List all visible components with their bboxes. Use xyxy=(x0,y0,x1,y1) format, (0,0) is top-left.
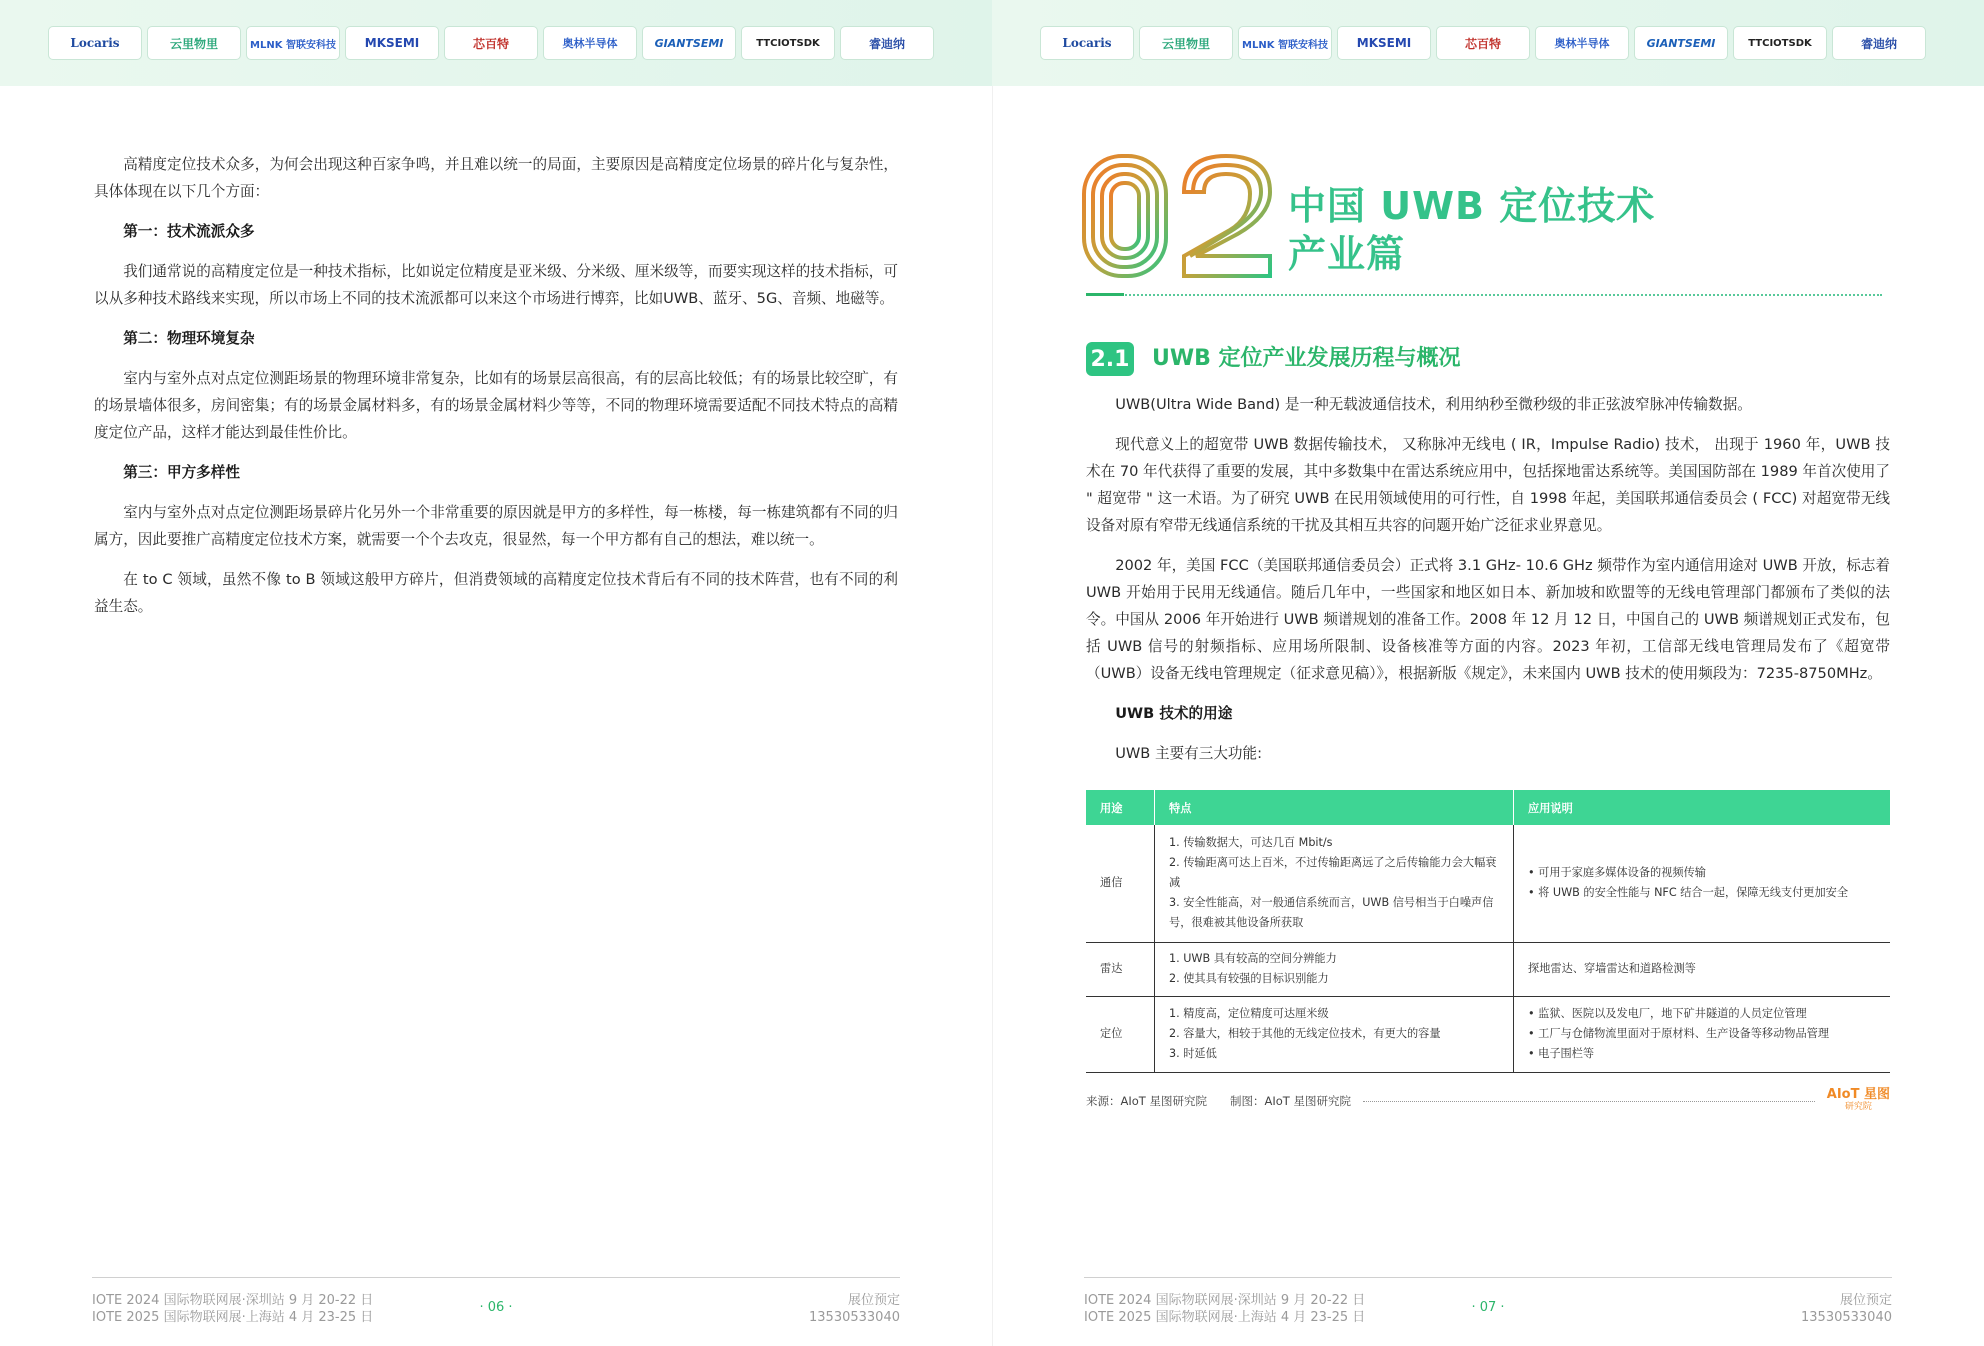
source-dotted-line xyxy=(1363,1101,1815,1102)
uwb-history-paragraph: 现代意义上的超宽带 UWB 数据传输技术， 又称脉冲无线电 ( IR，Impulse Radio) 技术， 出现于 1960 年，UWB 技术在 70 年代获得了重要的发展，其中多数集中在雷达系统应用中，包括探地雷达系统等。美国国防部在 1989 年首次使用了 " 超宽带 " 这一术语。为了研究 UWB 在民用领域使用的可行性，自 1998 年起，美国联邦通信委员会 ( FCC) 对超宽带无线设备对原有窄带无线通信系统的干扰及其相互共容的问题开始广泛征求业界意见。 xyxy=(1086,436,1890,534)
col-header-use: 用途 xyxy=(1086,790,1155,825)
aiot-brand-logo xyxy=(1827,1088,1890,1114)
sponsor-logo-bar-right xyxy=(992,0,1984,86)
uwb-functions-table xyxy=(1086,790,1890,1073)
paragraph-toc: 在 to C 领域，虽然不像 to B 领域这般甲方碎片，但消费领域的高精度定位技术背后有不同的技术阵营，也有不同的利益生态。 xyxy=(94,571,898,615)
section-title: UWB 定位产业发展历程与概况 xyxy=(1152,346,1461,371)
cell-features xyxy=(1155,942,1514,996)
feature-item: 1. 精度高，定位精度可达厘米级 xyxy=(1169,1007,1329,1020)
cell-use: 雷达 xyxy=(1086,942,1155,996)
intro-paragraph: 高精度定位技术众多，为何会出现这种百家争鸣，并且难以统一的局面，主要原因是高精度定位场景的碎片化与复杂性，具体体现在以下几个方面： xyxy=(94,156,898,200)
left-body-text xyxy=(94,151,898,633)
logo-ruidina: 睿迪纳 xyxy=(1832,26,1926,60)
uwb-use-intro: UWB 主要有三大功能: xyxy=(1115,745,1263,762)
page-number: · 06 · xyxy=(479,1300,513,1315)
footer-booth xyxy=(809,1292,900,1326)
cell-apps: 探地雷达、穿墙雷达和道路检测等 xyxy=(1514,942,1891,996)
uwb-definition-paragraph: UWB(Ultra Wide Band) 是一种无载波通信技术，利用纳秒至微秒级的非正弦波窄脉冲传输数据。 xyxy=(1115,396,1752,413)
col-header-apps: 应用说明 xyxy=(1514,790,1891,825)
brand-name: AIoT 星图 xyxy=(1826,1087,1890,1102)
logo-mksemi: MKSEMI xyxy=(1337,26,1431,60)
logo-locaris: Locaris xyxy=(48,26,142,60)
sponsor-logo-bar xyxy=(0,0,992,86)
logo-xinbaite: 芯百特 xyxy=(1436,26,1530,60)
footer-event-shanghai: IOTE 2025 国际物联网展·上海站 4 月 23-25 日 xyxy=(1084,1310,1366,1325)
logo-ruidina: 睿迪纳 xyxy=(840,26,934,60)
feature-item: 2. 容量大，相较于其他的无线定位技术，有更大的容量 xyxy=(1169,1027,1441,1040)
cell-use: 通信 xyxy=(1086,825,1155,942)
logo-ttciotsdk: TTCIOTSDK xyxy=(1733,26,1827,60)
right-page xyxy=(992,0,1984,1346)
footer-booth xyxy=(1801,1292,1892,1326)
logo-mlnk: MLNK 智联安科技 xyxy=(1238,26,1332,60)
heading-first: 第一：技术流派众多 xyxy=(123,223,255,240)
logo-aolin: 奥林半导体 xyxy=(543,26,637,60)
chapter-title xyxy=(1288,182,1655,278)
table-source xyxy=(1086,1088,1890,1114)
source-text: 来源：AIoT 星图研究院 制图：AIoT 星图研究院 xyxy=(1086,1094,1351,1108)
logo-aolin: 奥林半导体 xyxy=(1535,26,1629,60)
cell-features xyxy=(1155,825,1514,942)
logo-giantsemi: GIANTSEMI xyxy=(1634,26,1728,60)
table-row xyxy=(1086,996,1890,1072)
footer-event-shenzhen: IOTE 2024 国际物联网展·深圳站 9 月 20-22 日 xyxy=(92,1293,374,1308)
right-body-text xyxy=(1086,391,1890,780)
app-item: • 工厂与仓储物流里面对于原材料、生产设备等移动物品管理 xyxy=(1528,1024,1876,1044)
paragraph-third: 室内与室外点对点定位测距场景碎片化另外一个非常重要的原因就是甲方的多样性，每一栋楼，每一栋建筑都有不同的归属方，因此要推广高精度定位技术方案，就需要一个个去攻克，很显然，每一个甲方都有自己的想法，难以统一。 xyxy=(94,504,898,548)
chapter-divider xyxy=(1086,294,1882,296)
paragraph-first: 我们通常说的高精度定位是一种技术指标，比如说定位精度是亚米级、分米级、厘米级等，而要实现这样的技术指标，可以从多种技术路线来实现，所以市场上不同的技术流派都可以来这个市场进行博弈，比如UWB、蓝牙、5G、音频、地磁等。 xyxy=(94,263,898,307)
uwb-use-heading: UWB 技术的用途 xyxy=(1115,705,1233,722)
page-number: · 07 · xyxy=(1471,1300,1505,1315)
cell-apps xyxy=(1514,825,1891,942)
cell-use: 定位 xyxy=(1086,996,1155,1072)
table-header-row xyxy=(1086,790,1890,825)
uwb-regulation-paragraph: 2002 年，美国 FCC（美国联邦通信委员会）正式将 3.1 GHz- 10.6 GHz 频带作为室内通信用途对 UWB 开放，标志着 UWB 开始用于民用无线通信。随后几年中，一些国家和地区如日本、新加坡和欧盟等的无线电管理部门都颁布了类似的法令。中国从 2006 年开始进行 UWB 频谱规划的准备工作。2008 年 12 月 12 日，中国自己的 UWB 频谱规划正式发布，包括 UWB 信号的射频指标、应用场所限制、设备核准等方面的内容。2023 年初，工信部无线电管理局发布了《超宽带（UWB）设备无线电管理规定（征求意见稿）》，根据新版《规定》，未来国内 UWB 技术的使用频段为：7235-8750MHz。 xyxy=(1086,557,1890,682)
chapter-title-line2: 产业篇 xyxy=(1288,232,1406,276)
logo-mlnk: MLNK 智联安科技 xyxy=(246,26,340,60)
logo-locaris: Locaris xyxy=(1040,26,1134,60)
booth-label: 展位预定 xyxy=(1839,1293,1892,1308)
app-item: • 监狱、医院以及发电厂，地下矿井隧道的人员定位管理 xyxy=(1528,1004,1876,1024)
logo-yunli: 云里物里 xyxy=(1139,26,1233,60)
heading-third: 第三：甲方多样性 xyxy=(123,464,240,481)
feature-item: 3. 安全性能高，对一般通信系统而言，UWB 信号相当于白噪声信号，很难被其他设备所获取 xyxy=(1169,896,1494,930)
logo-yunli: 云里物里 xyxy=(147,26,241,60)
logo-xinbaite: 芯百特 xyxy=(444,26,538,60)
logo-mksemi: MKSEMI xyxy=(345,26,439,60)
left-footer xyxy=(92,1277,900,1338)
app-item: • 可用于家庭多媒体设备的视频传输 xyxy=(1528,863,1876,883)
feature-item: 2. 传输距离可达上百米，不过传输距离远了之后传输能力会大幅衰减 xyxy=(1169,856,1497,890)
cell-apps xyxy=(1514,996,1891,1072)
footer-event-shanghai: IOTE 2025 国际物联网展·上海站 4 月 23-25 日 xyxy=(92,1310,374,1325)
cell-features xyxy=(1155,996,1514,1072)
heading-second: 第二：物理环境复杂 xyxy=(123,330,255,347)
booth-phone: 13530533040 xyxy=(1801,1310,1892,1325)
col-header-features: 特点 xyxy=(1155,790,1514,825)
chapter-title-line1: 中国 UWB 定位技术 xyxy=(1288,184,1656,228)
paragraph-second: 室内与室外点对点定位测距场景的物理环境非常复杂，比如有的场景层高很高，有的层高比较低；有的场景比较空旷，有的场景墙体很多，房间密集；有的场景金属材料多，有的场景金属材料少等等，不同的物理环境需要适配不同技术特点的高精度定位产品，这样才能达到最佳性价比。 xyxy=(94,370,898,441)
logo-giantsemi: GIANTSEMI xyxy=(642,26,736,60)
chapter-number-graphic xyxy=(1080,152,1276,280)
chapter-divider-accent xyxy=(1086,293,1124,296)
section-number-badge: 2.1 xyxy=(1086,342,1134,376)
table-row xyxy=(1086,825,1890,942)
feature-item: 2. 使其具有较强的目标识别能力 xyxy=(1169,972,1329,985)
brand-sub: 研究院 xyxy=(1844,1102,1872,1112)
app-item: • 电子围栏等 xyxy=(1528,1044,1876,1064)
app-item: • 将 UWB 的安全性能与 NFC 结合一起，保障无线支付更加安全 xyxy=(1528,883,1876,903)
feature-item: 1. UWB 具有较高的空间分辨能力 xyxy=(1169,952,1337,965)
right-footer xyxy=(1084,1277,1892,1338)
booth-phone: 13530533040 xyxy=(809,1310,900,1325)
footer-event-shenzhen: IOTE 2024 国际物联网展·深圳站 9 月 20-22 日 xyxy=(1084,1293,1366,1308)
logo-ttciotsdk: TTCIOTSDK xyxy=(741,26,835,60)
feature-item: 3. 时延低 xyxy=(1169,1047,1217,1060)
booth-label: 展位预定 xyxy=(847,1293,900,1308)
table-row xyxy=(1086,942,1890,996)
feature-item: 1. 传输数据大，可达几百 Mbit/s xyxy=(1169,836,1333,850)
